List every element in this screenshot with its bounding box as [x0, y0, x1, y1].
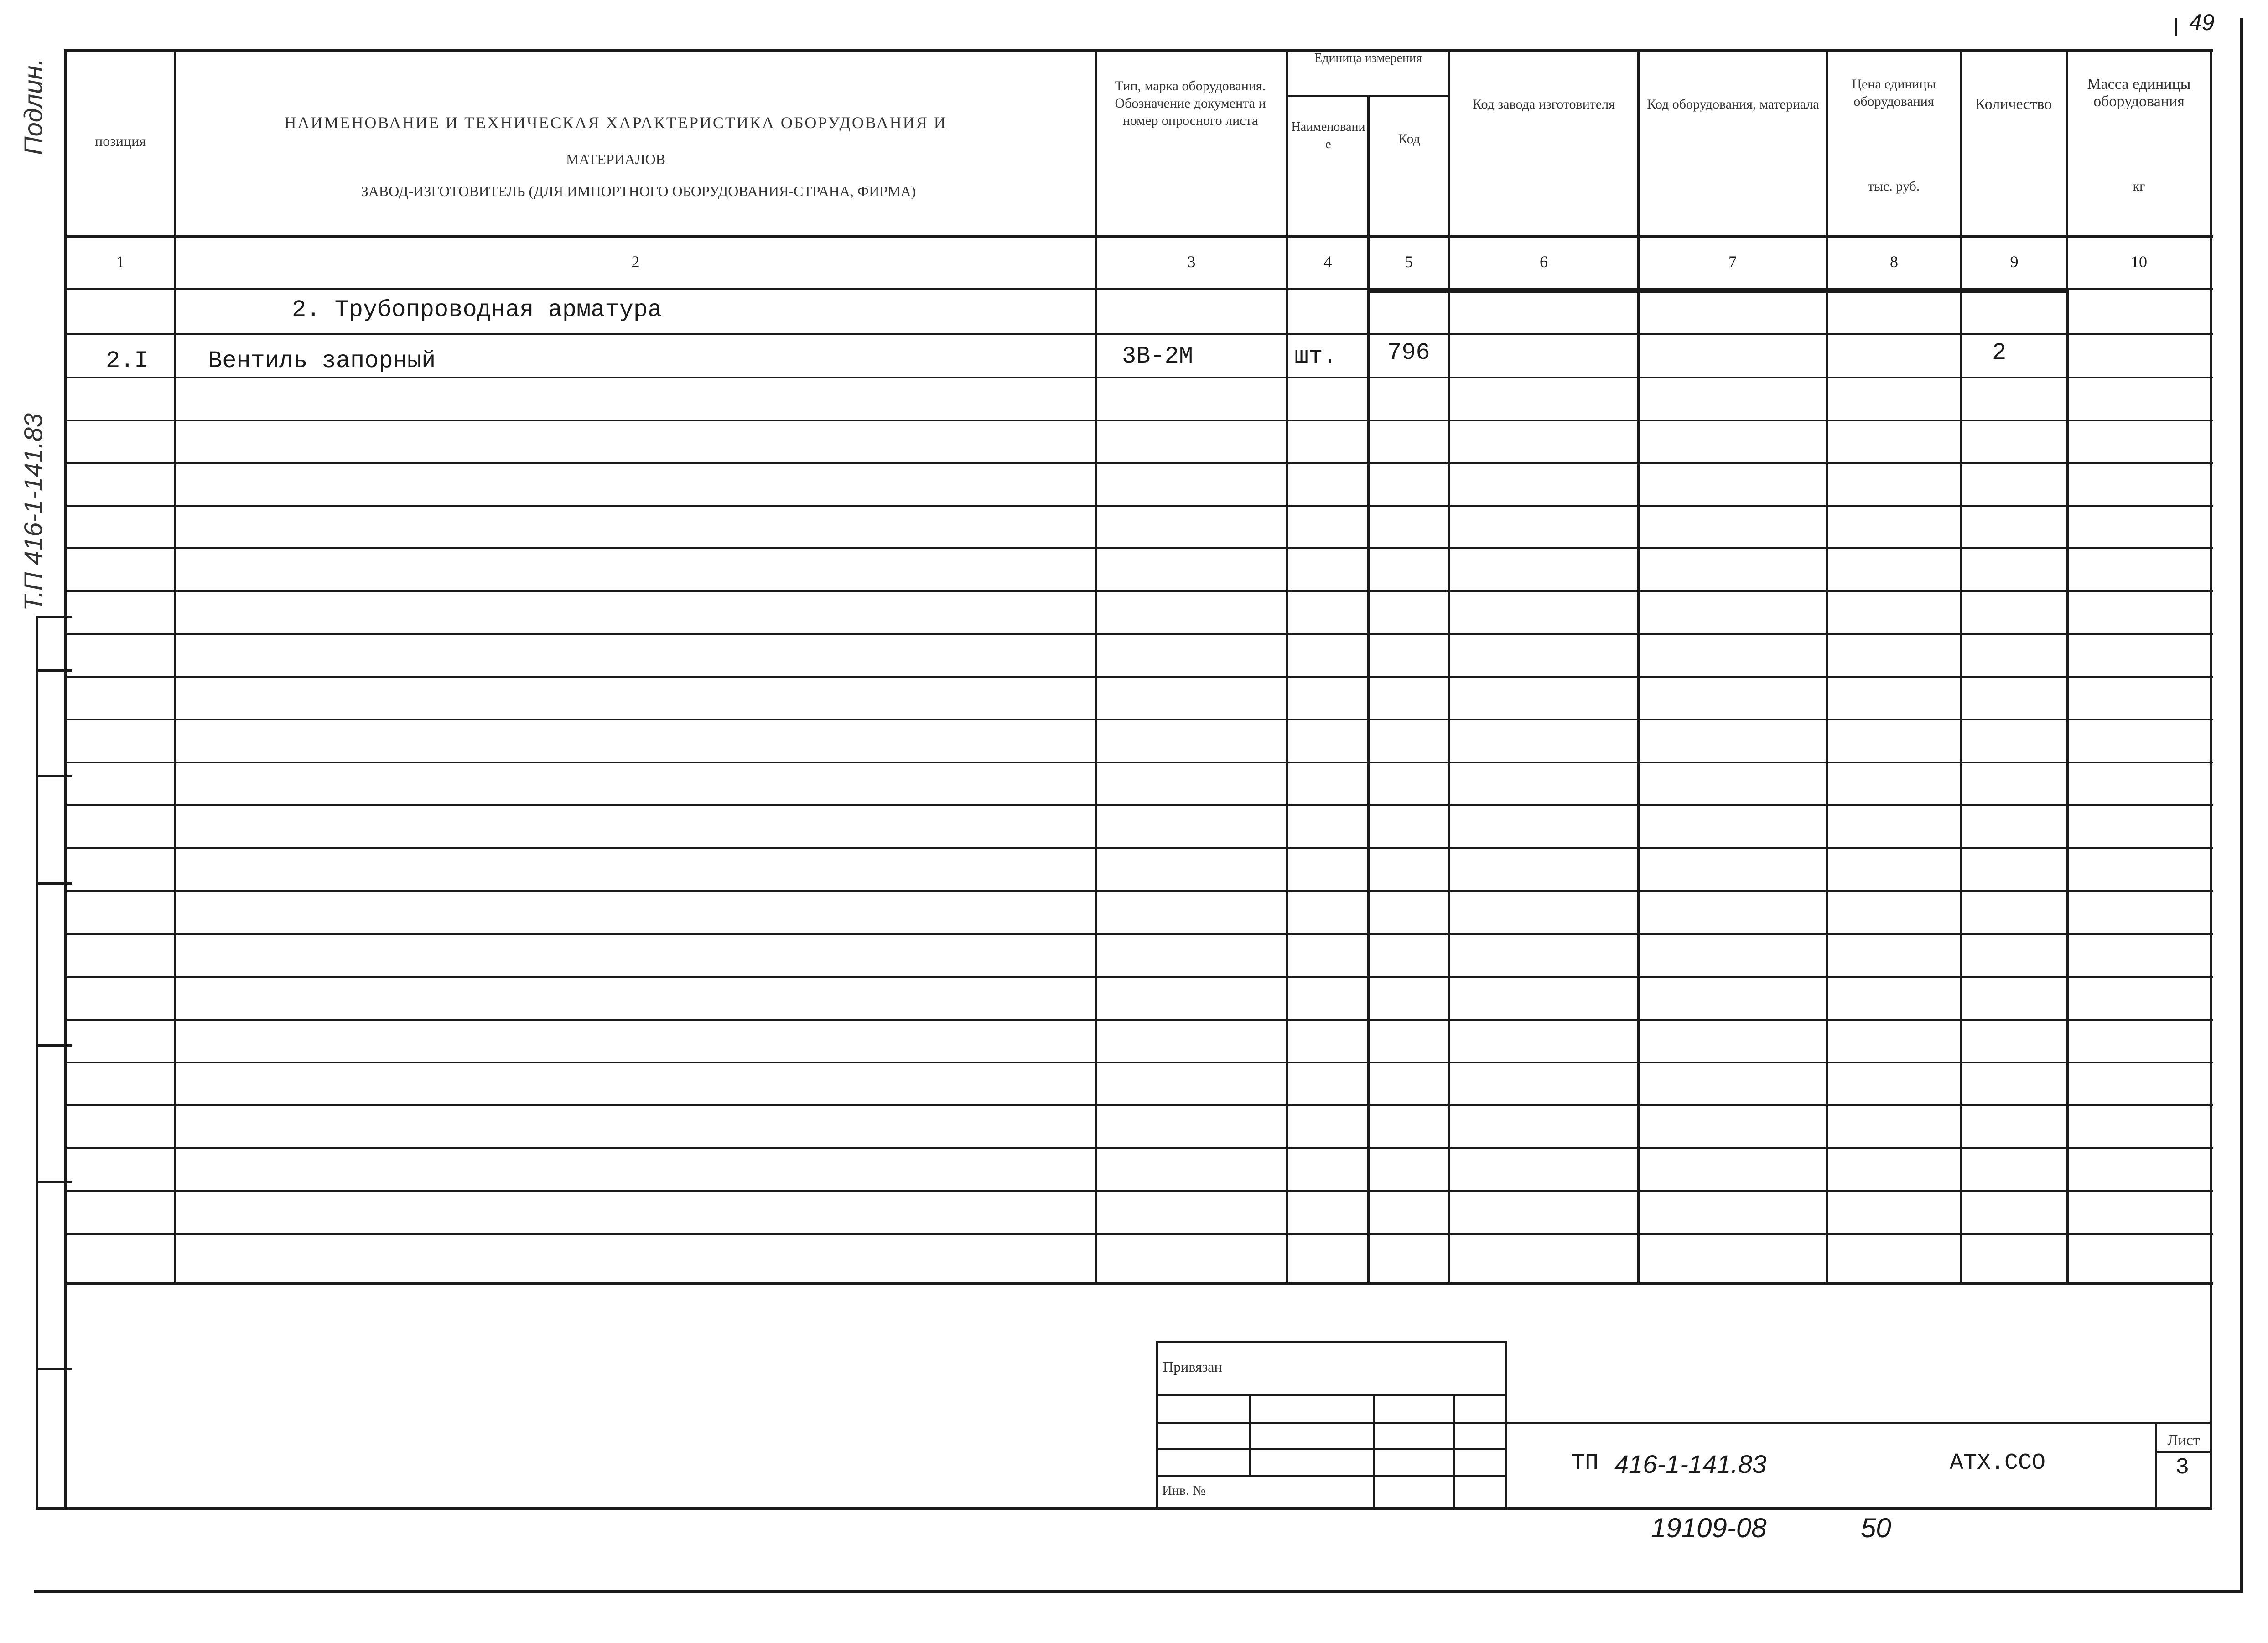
- row-line: [64, 1147, 2213, 1149]
- stamp-strip-div4: [36, 882, 72, 885]
- frame-right: [2210, 49, 2212, 1508]
- row-line: [64, 1104, 2213, 1106]
- row-line: [64, 676, 2213, 678]
- outer-right-border: [2240, 18, 2243, 1591]
- header-col7: Код оборудования, материала: [1647, 97, 1819, 112]
- frame-top: [64, 49, 2213, 52]
- box-top: [1367, 290, 2068, 293]
- row-line: [64, 804, 2213, 806]
- table-bottom: [64, 1282, 2213, 1285]
- box-left: [1367, 290, 1370, 1284]
- sheet-box-mid: [2155, 1451, 2212, 1453]
- row-line: [64, 762, 2213, 763]
- sheet-number: 3: [2175, 1455, 2190, 1481]
- header-col9: Количество: [1975, 96, 2052, 113]
- priv-col-line1: [1249, 1394, 1251, 1477]
- header-col5: Код: [1398, 131, 1420, 146]
- stamp-strip-div3: [36, 775, 72, 777]
- column-number-5: 5: [1405, 253, 1413, 271]
- row-1-code: 796: [1387, 339, 1430, 366]
- stamp-strip-div5: [36, 1044, 72, 1047]
- header-col10-line1: Масса единицы оборудования: [2087, 76, 2191, 110]
- priv-box-top: [1156, 1341, 1507, 1343]
- priv-box-left: [1156, 1341, 1158, 1509]
- column-number-2: 2: [631, 253, 640, 271]
- row-line: [64, 847, 2213, 849]
- header-col6: Код завода изготовителя: [1473, 97, 1615, 112]
- stamp-strip-div2: [36, 669, 72, 672]
- header-col2-line3: ЗАВОД-ИЗГОТОВИТЕЛЬ (ДЛЯ ИМПОРТНОГО ОБОРУДОВАНИЯ-СТРАНА, ФИРМА): [361, 183, 916, 199]
- row-1-pos: 2.I: [106, 347, 149, 374]
- col-line-8: [1960, 49, 1962, 1285]
- side-stamp-doc: Т.П 416-1-141.83: [19, 413, 47, 611]
- header-col8-line1: Цена единицы оборудования: [1852, 77, 1936, 109]
- row-line: [64, 890, 2213, 892]
- col-line-1: [174, 49, 176, 1285]
- col-line-7: [1826, 49, 1828, 1285]
- row-line: [64, 719, 2213, 720]
- row-line: [64, 633, 2213, 635]
- column-number-7: 7: [1728, 253, 1737, 271]
- row-line: [64, 505, 2213, 507]
- row-line: [64, 377, 2213, 378]
- col-line-5: [1448, 49, 1450, 1285]
- inv-no-label: Инв. №: [1162, 1483, 1206, 1498]
- row-1-qty: 2: [1992, 339, 2007, 366]
- sheet-label: Лист: [2167, 1432, 2200, 1449]
- col-line-2: [1095, 49, 1097, 1285]
- stamp-strip-div1: [36, 616, 72, 618]
- row-line: [64, 462, 2213, 464]
- col-line-6: [1637, 49, 1640, 1285]
- priv-col-line3: [1453, 1394, 1455, 1508]
- privyazan-label: Привязан: [1163, 1358, 1222, 1375]
- outer-bottom-border: [34, 1590, 2243, 1593]
- box-right: [2066, 290, 2069, 1284]
- header-col3: Тип, марка оборудования. Обозначение документа и номер опросного листа: [1115, 78, 1266, 128]
- header-col4: Наименование: [1291, 120, 1365, 151]
- row-line: [64, 1062, 2213, 1063]
- row-0-name: 2. Трубопроводная арматура: [292, 296, 662, 323]
- row-1-name: Вентиль запорный: [208, 347, 436, 374]
- row-line: [64, 1190, 2213, 1192]
- stamp-strip-div7: [36, 1368, 72, 1370]
- doc-number: 416-1-141.83: [1614, 1450, 1767, 1478]
- row-line: [64, 1019, 2213, 1021]
- column-number-9: 9: [2010, 253, 2019, 271]
- title-block-top: [1505, 1422, 2212, 1424]
- row-line: [64, 333, 2213, 335]
- column-number-4: 4: [1323, 253, 1332, 271]
- header-col1: позиция: [95, 133, 146, 149]
- row-line: [64, 420, 2213, 421]
- sheet-corner-number: 49: [2189, 10, 2215, 35]
- header-col2-line1: НАИМЕНОВАНИЕ И ТЕХНИЧЕСКАЯ ХАРАКТЕРИСТИКА ОБОРУДОВАНИЯ И: [284, 114, 947, 132]
- doc-code: АТХ.ССО: [1950, 1450, 2046, 1476]
- column-number-10: 10: [2131, 253, 2147, 271]
- stamp-strip-div6: [36, 1181, 72, 1183]
- column-number-8: 8: [1890, 253, 1898, 271]
- column-number-3: 3: [1187, 253, 1196, 271]
- corner-mark-line: [2175, 18, 2177, 36]
- row-1-type: 3В-2М: [1122, 343, 1194, 370]
- row-line: [64, 590, 2213, 592]
- column-number-6: 6: [1540, 253, 1548, 271]
- archive-number: 19109-08: [1651, 1513, 1767, 1543]
- priv-col-line2: [1373, 1394, 1375, 1508]
- header-col2-line2: МАТЕРИАЛОВ: [566, 151, 665, 167]
- doc-prefix: ТП: [1571, 1450, 1599, 1476]
- row-line: [64, 933, 2213, 935]
- header-col10-line2: кг: [2133, 179, 2145, 194]
- archive-page: 50: [1861, 1513, 1891, 1543]
- header-bottom: [64, 235, 2213, 238]
- side-stamp-top: Подлин.: [19, 58, 47, 155]
- row-line: [64, 547, 2213, 549]
- col-line-3: [1286, 49, 1288, 1285]
- priv-box-right: [1505, 1341, 1507, 1509]
- header-unit-group: Единица измерения: [1314, 51, 1422, 65]
- header-col8-line2: тыс. руб.: [1868, 179, 1920, 194]
- row-line: [64, 976, 2213, 978]
- stamp-strip-left: [36, 616, 38, 1509]
- row-line: [64, 1233, 2213, 1235]
- stamp-strip-bottom: [36, 1507, 2212, 1510]
- row-1-unit: шт.: [1294, 343, 1337, 370]
- column-number-1: 1: [116, 253, 125, 271]
